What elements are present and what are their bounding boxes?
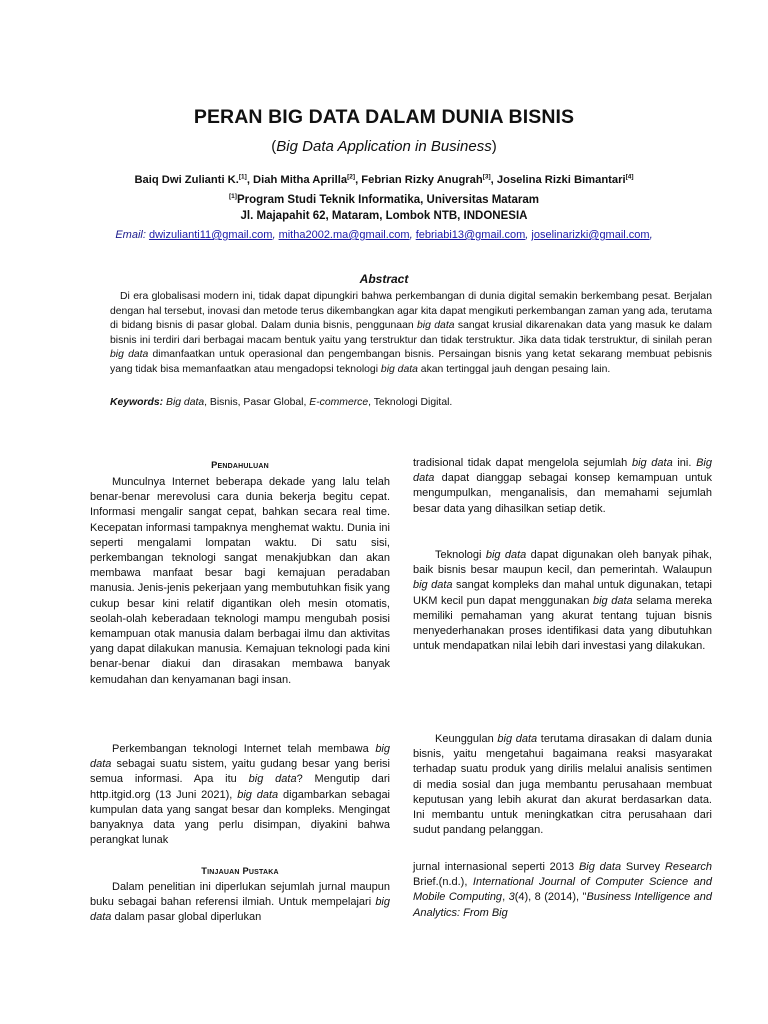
affiliation: [1]Program Studi Teknik Informatika, Universitas Mataram Jl. Majapahit 62, Mataram, Lombok NTB, INDONESIA — [228, 193, 540, 222]
paragraph: Dalam penelitian ini diperlukan sejumlah jurnal maupun buku sebagai bahan referensi ilmiah. Untuk mempelajari big data dalam pasar global diperlukan — [90, 881, 390, 924]
paper-subtitle: (Big Data Application in Business) — [271, 138, 497, 155]
keywords: Keywords: Big data, Bisnis, Pasar Global, E-commerce, Teknologi Digital. — [110, 397, 453, 408]
section-heading-tinjauan: Tinjauan Pustaka — [201, 866, 279, 876]
author-name: Febrian Rizky Anugrah — [361, 174, 483, 186]
paragraph: Munculnya Internet beberapa dekade yang lalu telah benar-benar merevolusi cara dunia bekerja begitu cepat. Informasi mengalir sangat cepat, bahkan secara real time. Kecepatan informasi tampaknya menghemat waktu. Dunia ini seperti mengalami lompatan waktu. Di satu sisi, perkembangan teknologi sangat menakjubkan dan akan membawa manfaat besar bagi kemajuan peradaban manusia. Jenis-jenis pekerjaan yang membutuhkan fisik yang cukup besar kini relatif digantikan oleh mesin otomatis, seolah-olah keberadaan teknologi mampu mengubah posisi kemampuan otak manusia dalam berbagai ilmu dan aktivitas yang dapat dilakukan manusia. Kemajuan teknologi pada kini benar-benar diakui dan dirasakan membawa banyak kemudahan dan kenyamanan bagi insan. — [90, 476, 390, 686]
paragraph: Teknologi big data dapat digunakan oleh banyak pihak, baik bisnis besar maupun kecil, dan pemerintah. Walaupun big data sangat kompleks dan mahal untuk digunakan, tetapi UKM kecil pun dapat menggunakan big data selama mereka memiliki pemahaman yang akurat tentang tujuan bisnis menyederhanakan proses identifikasi data yang dibutuhkan untuk mendapatkan nilai lebih dari investasi yang dilakukan. — [413, 549, 712, 653]
email-link[interactable]: joselinarizki@gmail.com — [531, 229, 650, 241]
email-link[interactable]: mitha2002.ma@gmail.com — [278, 229, 410, 241]
paper-title: PERAN BIG DATA DALAM DUNIA BISNIS — [193, 106, 575, 128]
paragraph: Perkembangan teknologi Internet telah membawa big data sebagai suatu sistem, yaitu gudang besar yang berisi semua informasi. Apa itu big data? Mengutip dari http.itgid.org (13 Juni 2021), big data digambarkan sebagai kumpulan data yang sangat besar dan kompleks. Mengingat banyaknya data yang perlu disimpan, diyakini bahwa perangkat lunak — [90, 743, 390, 847]
email-line: Email: dwizulianti11@gmail.com, mitha2002.ma@gmail.com, febriabi13@gmail.com, joselinarizki@gmail.com, — [115, 229, 653, 241]
paragraph: jurnal internasional seperti 2013 Big data Survey Research Brief.(n.d.), International Journal of Computer Science and Mobile Computing, 3(4), 8 (2014), "Business Intelligence and Analytics: From Big — [413, 861, 713, 919]
abstract-heading: Abstract — [359, 272, 409, 286]
author-list: Baiq Dwi Zulianti K.[1], Diah Mitha Aprilla[2], Febrian Rizky Anugrah[3], Joselina Rizki Bimantari[4] — [134, 173, 634, 186]
author-name: Joselina Rizki Bimantari — [496, 174, 626, 186]
abstract-text: Di era globalisasi modern ini, tidak dapat dipungkiri bahwa perkembangan di dunia digital semakin berkembang pesat. Berjalan dengan hal tersebut, inovasi dan metode terus dikembangkan agar kita dapat mengikuti perkembangan zaman yang ada, terutama di bidang bisnis di pasar global. Dalam dunia bisnis, penggunaan big data sangat krusial dikarenakan data yang masuk ke dalam bisnis ini terdiri dari berbagai macam bentuk yaitu yang terstruktur dan tidak terstruktur. Jika data tidak terstruktur, di sinilah peran big data dimanfaatkan untuk operasional dan pengembangan bisnis. Persaingan bisnis yang ketat sekarang membuat pebisnis yang tidak bisa memanfaatkan atau mengadopsi teknologi big data akan tertinggal jauh dengan pesaing lain. — [110, 291, 713, 375]
email-link[interactable]: dwizulianti11@gmail.com — [148, 229, 273, 241]
email-link[interactable]: febriabi13@gmail.com — [415, 229, 526, 241]
paragraph: Keunggulan big data terutama dirasakan di dalam dunia bisnis, yaitu mengetahui bagaimana reaksi masyarakat terhadap suatu produk yang dirilis melalui analisis sentimen di media sosial dan juga membantu perusahaan membuat keputusan yang lebih akurat dan akurat berdasarkan data. Ini membantu untuk meningkatkan citra perusahaan dari sudut pandang pelanggan. — [413, 733, 712, 837]
author-name: Diah Mitha Aprilla — [253, 174, 348, 186]
section-heading-pendahuluan: Pendahuluan — [211, 460, 269, 470]
author-name: Baiq Dwi Zulianti K. — [134, 174, 239, 186]
paragraph: tradisional tidak dapat mengelola sejumlah big data ini. Big data dapat dianggap sebagai konsep kemampuan untuk mengumpulkan, menganalisis, dan memahami sejumlah besar data yang dihasilkan setiap detik. — [413, 457, 712, 515]
